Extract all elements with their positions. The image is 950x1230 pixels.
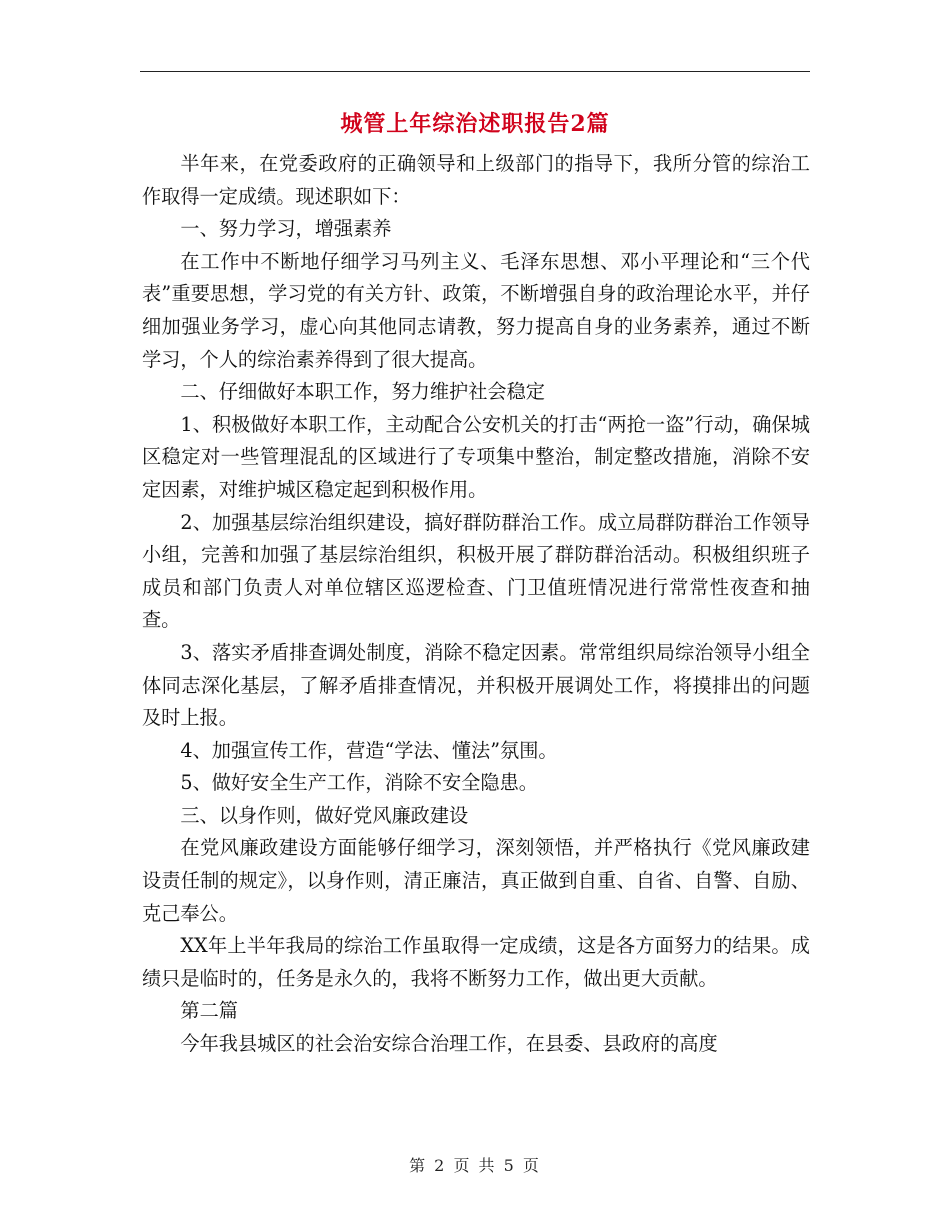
paragraph-item-1: 1、积极做好本职工作，主动配合公安机关的打击“两抢一盗”行动，确保城区稳定对一些管理混乱的区域进行了专项集中整治，制定整改措施，消除不安定因素，对维护城区稳定起到积极作用。 xyxy=(142,412,810,501)
document-title: 城管上年综治述职报告2篇 xyxy=(340,111,610,137)
section-heading-1: 一、努力学习，增强素养 xyxy=(180,217,392,241)
paragraph-item-2: 2、加强基层综治组织建设，搞好群防群治工作。成立局群防群治工作领导小组，完善和加强了基层综治组织，积极开展了群防群治活动。积极组织班子成员和部门负责人对单位辖区巡逻检查、门卫值班情况进行常常性夜查和抽查。 xyxy=(142,510,810,632)
paragraph-item-3: 3、落实矛盾排查调处制度，消除不稳定因素。常常组织局综治领导小组全体同志深化基层，了解矛盾排查情况，并积极开展调处工作，将摸排出的问题及时上报。 xyxy=(142,640,810,730)
paragraph-part-two-start: 今年我县城区的社会治安综合治理工作，在县委、县政府的高度 xyxy=(180,1032,718,1056)
paragraph-study: 在工作中不断地仔细学习马列主义、毛泽东思想、邓小平理论和“三个代表”重要思想，学习党的有关方针、政策，不断增强自身的政治理论水平，并仔细加强业务学习，虚心向其他同志请教，努力提高自身的业务素养，通过不断学习，个人的综治素养得到了很大提高。 xyxy=(142,249,810,371)
paragraph-integrity: 在党风廉政建设方面能够仔细学习，深刻领悟，并严格执行《党风廉政建设责任制的规定》，以身作则，清正廉洁，真正做到自重、自省、自警、自励、克己奉公。 xyxy=(142,836,810,925)
part-two-heading: 第二篇 xyxy=(180,999,238,1023)
header-rule xyxy=(140,71,810,72)
paragraph-item-5: 5、做好安全生产工作，消除不安全隐患。 xyxy=(180,771,538,795)
paragraph-conclusion: XX年上半年我局的综治工作虽取得一定成绩，这是各方面努力的结果。成绩只是临时的，任务是永久的，我将不断努力工作，做出更大贡献。 xyxy=(142,934,810,990)
paragraph-item-4: 4、加强宣传工作，营造“学法、懂法”氛围。 xyxy=(180,738,558,762)
paragraph-intro: 半年来，在党委政府的正确领导和上级部门的指导下，我所分管的综治工作取得一定成绩。现述职如下： xyxy=(142,152,810,208)
section-heading-3: 三、以身作则，做好党风廉政建设 xyxy=(180,803,469,827)
section-heading-2: 二、仔细做好本职工作，努力维护社会稳定 xyxy=(180,380,545,404)
page-number: 第 2 页 共 5 页 xyxy=(409,1156,541,1175)
document-body xyxy=(142,148,810,1061)
